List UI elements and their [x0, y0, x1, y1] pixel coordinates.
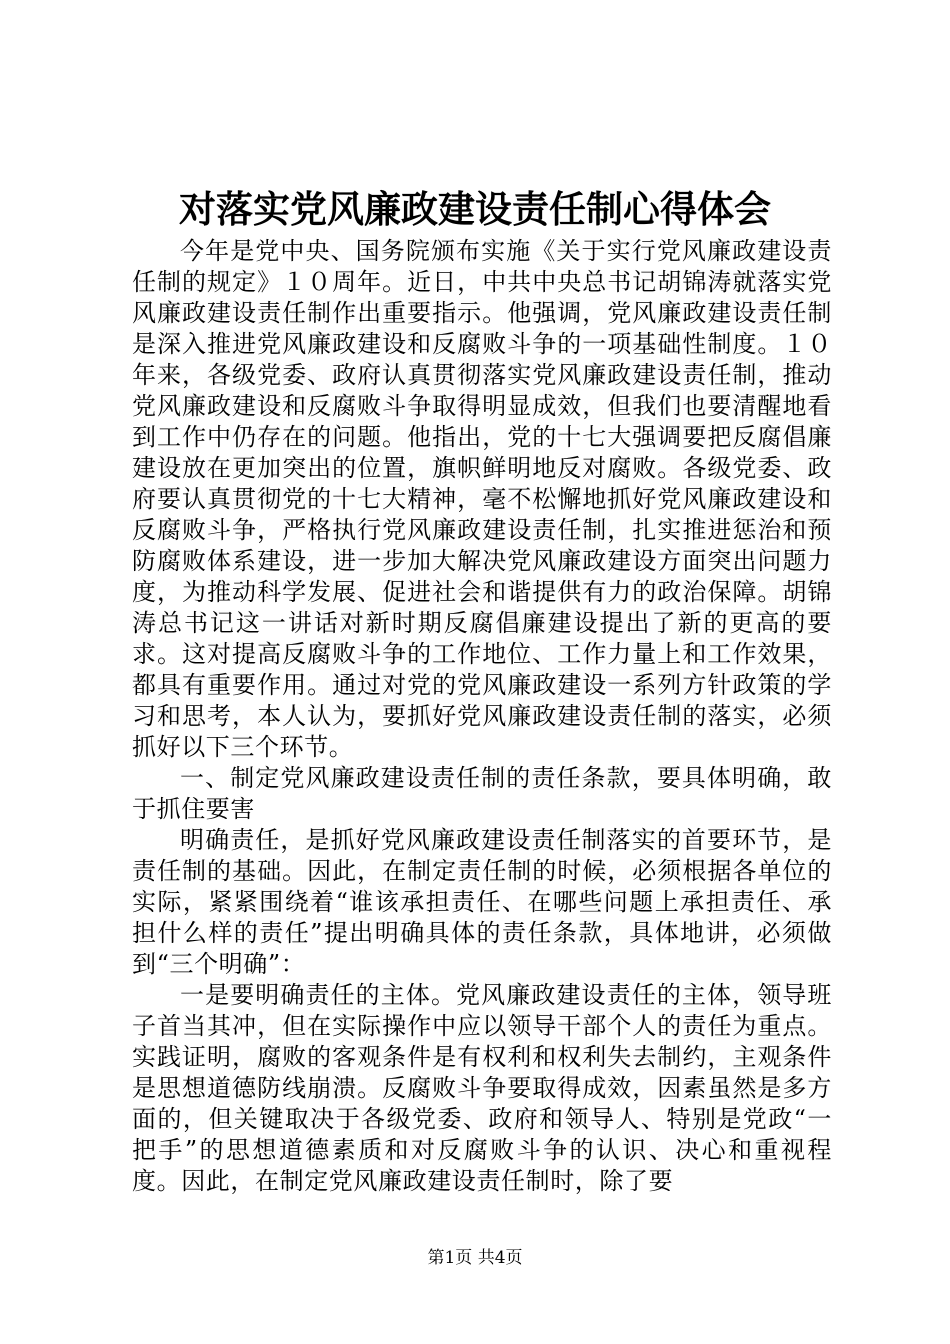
section-heading-one: 一、制定党风廉政建设责任制的责任条款，要具体明确，敢于抓住要害	[132, 764, 832, 823]
body-paragraph: 明确责任，是抓好党风廉政建设责任制落实的首要环节，是责任制的基础。因此，在制定责任制的时候，必须根据各单位的实际，紧紧围绕着“谁该承担责任、在哪些问题上承担责任、承担什么样的责任”提出明确具体的责任条款，具体地讲，必须做到“三个明确”：	[132, 826, 832, 978]
intro-paragraph: 今年是党中央、国务院颁布实施《关于实行党风廉政建设责任制的规定》１０周年。近日，中共中央总书记胡锦涛就落实党风廉政建设责任制作出重要指示。他强调，党风廉政建设责任制是深入推进党风廉政建设和反腐败斗争的一项基础性制度。１０年来，各级党委、政府认真贯彻落实党风廉政建设责任制，推动党风廉政建设和反腐败斗争取得明显成效，但我们也要清醒地看到工作中仍存在的问题。他指出，党的十七大强调要把反腐倡廉建设放在更加突出的位置，旗帜鲜明地反对腐败。各级党委、政府要认真贯彻党的十七大精神，毫不松懈地抓好党风廉政建设和反腐败斗争，严格执行党风廉政建设责任制，扎实推进惩治和预防腐败体系建设，进一步加大解决党风廉政建设方面突出问题力度，为推动科学发展、促进社会和谐提供有力的政治保障。胡锦涛总书记这一讲话对新时期反腐倡廉建设提出了新的更高的要求。这对提高反腐败斗争的工作地位、工作力量上和工作效果，都具有重要作用。通过对党的党风廉政建设一系列方针政策的学习和思考，本人认为，要抓好党风廉政建设责任制的落实，必须抓好以下三个环节。	[132, 237, 832, 761]
page-number-footer: 第1页 共4页	[427, 1248, 523, 1268]
page-title: 对落实党风廉政建设责任制心得体会	[179, 187, 771, 231]
body-paragraph: 一是要明确责任的主体。党风廉政建设责任的主体，领导班子首当其冲，但在实际操作中应以领导干部个人的责任为重点。实践证明，腐败的客观条件是有权利和权利失去制约，主观条件是思想道德防线崩溃。反腐败斗争要取得成效，因素虽然是多方面的，但关键取决于各级党委、政府和领导人、特别是党政“一把手”的思想道德素质和对反腐败斗争的认识、决心和重视程度。因此，在制定党风廉政建设责任制时，除了要	[132, 981, 832, 1195]
document-body	[132, 236, 832, 1197]
